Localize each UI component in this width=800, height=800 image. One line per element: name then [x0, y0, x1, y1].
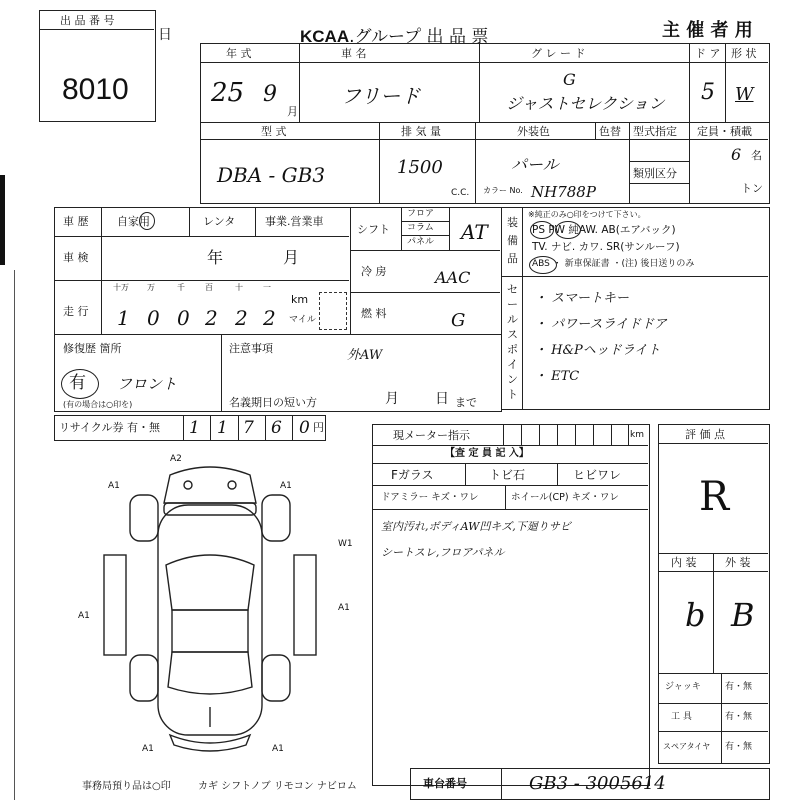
mileage-digit-1: 0 [147, 306, 160, 330]
shape-label: 形 状 [731, 47, 757, 60]
recycle-digit-4: 0 [299, 418, 310, 438]
equipment-line-1: PS PW 純AW. AB(エアバック) [532, 224, 676, 236]
abs-circle [529, 256, 557, 274]
ac-value: AAC [435, 268, 471, 287]
self-use-option: 自家用 [117, 215, 150, 228]
tool-value: 有・無 [725, 712, 753, 722]
score-section [658, 424, 770, 764]
day-char: 日 [158, 27, 172, 43]
meter-label: 現メーター指示 [393, 429, 470, 442]
equipment-note: ※純正のみ○印をつけて下さい。 [528, 210, 646, 219]
chip-label: トビ石 [489, 468, 526, 482]
short-day: 日 [435, 391, 449, 407]
color-change-label: 色替 [599, 125, 621, 138]
deposit-label: 事務局預り品は○印 [82, 781, 171, 792]
rental-option: レンタ [203, 215, 236, 228]
mileage-digit-2: 0 [177, 306, 190, 330]
business-option: 事業.営業車 [265, 215, 324, 228]
sales-point-1: ・ スマートキー [534, 291, 629, 306]
tool-label: 工 具 [671, 712, 692, 722]
eval-value: R [699, 474, 730, 520]
sales-point-2: ・ パワースライドドア [534, 317, 667, 332]
shape-value: W [735, 84, 754, 105]
equipment-section [501, 207, 770, 410]
exterior-color-label: 外装色 [517, 125, 550, 138]
recycle-digit-1: 1 [217, 418, 228, 438]
month-value: 9 [263, 82, 277, 107]
equipment-side-label: 装備品 [507, 216, 518, 265]
class-label: 類別区分 [633, 167, 677, 180]
recycle-digit-0: 1 [189, 418, 200, 438]
recycle-section [54, 415, 326, 441]
sales-point-3: ・ H&Pヘッドライト [534, 343, 661, 358]
color-no-label: カラー No. [483, 186, 523, 195]
chassis-section [410, 768, 770, 800]
sales-point-4: ・ ETC [534, 369, 580, 384]
repair-section [54, 334, 502, 412]
inspector-comment-2: シートスレ,フロアパネル [381, 546, 505, 559]
scan-edge-line [14, 270, 15, 800]
jack-label: ジャッキ [665, 682, 701, 692]
displacement-value: 1500 [397, 157, 443, 178]
inspector-label: 【査 定 員 記 入】 [445, 448, 529, 459]
car-name-value: フリード [341, 84, 421, 108]
year-value: 25 [211, 78, 245, 108]
year-label: 年 式 [226, 47, 252, 60]
color-value: パール [511, 155, 559, 174]
spare-label: スペアタイヤ [663, 742, 711, 751]
short-month: 月 [385, 391, 399, 407]
type-designation-label: 型式指定 [633, 125, 677, 138]
self-use-circle [139, 212, 155, 230]
recycle-label: リサイクル券 有・無 [59, 421, 160, 434]
short-inspection-label: 名義期日の短い方 [229, 396, 317, 409]
damage-mark-right-top: W1 [338, 539, 353, 549]
damage-mark-rear-right: A1 [272, 744, 284, 754]
chassis-value: GB3 - 3005614 [529, 773, 666, 794]
damage-mark-front: A2 [170, 454, 182, 464]
damage-mark-rear-left: A1 [142, 744, 154, 754]
interior-value: b [685, 596, 706, 634]
vehicle-info-row1 [200, 43, 770, 123]
mileage-unit-0: 十万 [113, 283, 129, 292]
glass-label: Fガラス [391, 468, 434, 482]
recycle-unit: 円 [313, 421, 324, 434]
damage-mark-left-front: A1 [108, 481, 120, 491]
recycle-digit-3: 6 [271, 418, 282, 438]
title-text: .グループ 出 品 票 [349, 27, 489, 47]
interior-label: 内 装 [671, 556, 697, 569]
deposit-items: カギ シフトノブ リモコン ナビロム [198, 781, 357, 792]
fuel-label: 燃 料 [361, 307, 387, 320]
ac-label: 冷 房 [361, 265, 387, 278]
lot-number-label: 出 品 番 号 [60, 14, 115, 27]
damage-mark-right-side: A1 [338, 603, 350, 613]
shift-section [350, 207, 502, 335]
pw-circle [555, 221, 581, 239]
car-name-label: 車 名 [341, 47, 367, 60]
title-brand: KCAA [300, 27, 350, 46]
exterior-label: 外 装 [725, 556, 751, 569]
mileage-label: 走 行 [63, 305, 89, 318]
vehicle-info-row2 [200, 122, 770, 204]
model-value: DBA - GB3 [217, 163, 326, 187]
mileage-unit-5: 一 [263, 283, 271, 292]
chassis-label: 車台番号 [423, 777, 467, 790]
mileage-digit-4: 2 [235, 306, 248, 330]
shift-label: シフト [357, 223, 390, 236]
repair-note: (有の場合は○印を) [63, 400, 133, 409]
mileage-digit-3: 2 [205, 306, 218, 330]
door-value: 5 [701, 80, 715, 105]
wheel-label: ホイール(CP) キズ・ワレ [511, 492, 619, 503]
lot-number-value: 8010 [62, 73, 129, 106]
damage-mark-right-front: A1 [280, 481, 292, 491]
meter-km-unit: km [630, 430, 644, 440]
mileage-unit-1: 万 [147, 283, 155, 292]
grade-value-2: ジャストセレクション [506, 94, 665, 113]
notes-label: 注意事項 [229, 342, 273, 355]
month-suffix: 月 [287, 105, 298, 118]
car-damage-diagram [60, 445, 360, 775]
crack-label: ヒビワレ [573, 468, 622, 482]
mileage-unit-3: 百 [205, 283, 213, 292]
inspection-month: 月 [283, 248, 300, 267]
ton-unit: トン [741, 182, 763, 195]
repair-circle [61, 369, 99, 399]
mile-unit: マイル [289, 315, 316, 325]
jack-value: 有・無 [725, 682, 753, 692]
history-label: 車 歴 [63, 215, 89, 228]
capacity-value: 6 [731, 145, 742, 164]
grade-label: グ レ ー ド [531, 47, 586, 60]
eval-label: 評 価 点 [685, 428, 725, 441]
color-no-value: NH788P [531, 183, 596, 201]
inspector-comment-1: 室内汚れ,ボディAW凹キズ,下廻りサビ [381, 520, 571, 533]
mileage-check-box [319, 292, 347, 330]
recycle-digit-2: 7 [243, 418, 254, 438]
equipment-line-3: ABS ・ 新車保証書 ・(注) 後日送りのみ [532, 259, 695, 269]
repair-label: 修復歴 箇所 [63, 342, 122, 355]
repair-location: フロント [117, 375, 178, 393]
notes-value: 外AW [347, 348, 383, 363]
organizer-label: 主 催 者 用 [662, 20, 753, 41]
ps-circle [530, 221, 554, 239]
displacement-label: 排 気 量 [401, 125, 441, 138]
capacity-label: 定員・積載 [697, 125, 752, 138]
fuel-value: G [451, 310, 466, 331]
capacity-unit: 名 [751, 149, 762, 162]
scan-edge-mark [0, 175, 5, 265]
mileage-digit-0: 1 [117, 306, 130, 330]
grade-value-1: G [563, 70, 576, 89]
repair-value: 有 [69, 373, 86, 393]
km-unit: km [291, 293, 309, 306]
cc-unit: C.C. [451, 188, 470, 198]
sales-side-label: セールスポイント [507, 283, 518, 401]
door-label: ド ア [695, 47, 721, 60]
exterior-value: B [731, 596, 755, 634]
spare-value: 有・無 [725, 742, 753, 752]
short-until: まで [455, 396, 477, 409]
equipment-line-2: TV. ナビ. カワ. SR(サンルーフ) [532, 241, 680, 253]
model-label: 型 式 [261, 125, 287, 138]
mileage-digit-5: 2 [263, 306, 276, 330]
shift-value: AT [461, 220, 488, 244]
history-section [54, 207, 351, 335]
shift-floor: フロア [407, 209, 435, 219]
mirror-label: ドアミラー キズ・ワレ [381, 492, 479, 503]
inspection-year: 年 [207, 248, 224, 267]
inspector-section [372, 424, 650, 786]
shift-column: コラム [407, 223, 434, 233]
damage-mark-left-side: A1 [78, 611, 90, 621]
mileage-unit-2: 千 [177, 283, 185, 292]
shift-paddle: パネル [407, 237, 435, 247]
mileage-unit-4: 十 [235, 283, 243, 292]
lot-number-box [39, 10, 156, 122]
inspection-label: 車 検 [63, 251, 89, 264]
